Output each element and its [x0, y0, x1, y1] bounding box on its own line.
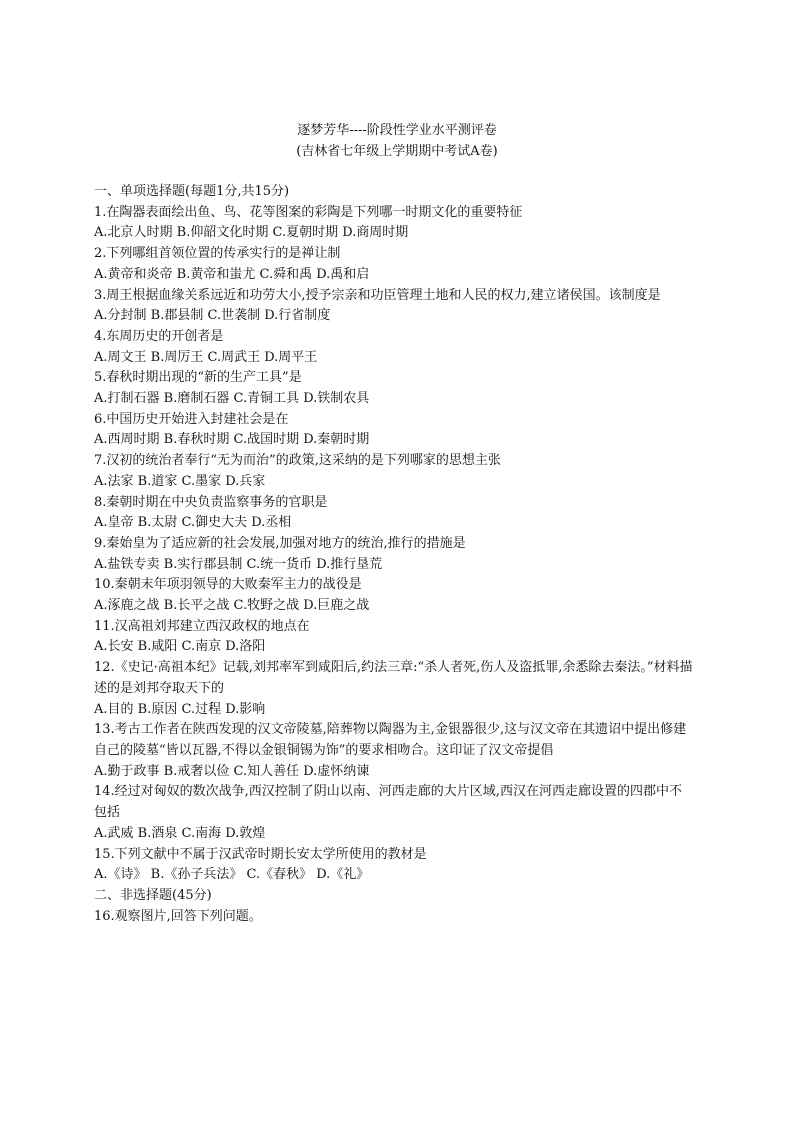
- question-text: 1.在陶器表面绘出鱼、鸟、花等图案的彩陶是下列哪一时期文化的重要特征: [94, 204, 523, 220]
- question-item: [94, 451, 694, 492]
- question-text: 13.考古工作者在陕西发现的汉文帝陵墓,陪葬物以陶器为主,金银器很少,这与汉文帝在其遗诏中提出修建自己的陵墓“皆以瓦器,不得以金银铜锡为饰”的要求相吻合。这印证了汉文帝提倡: [94, 722, 687, 758]
- question-item: [94, 410, 694, 451]
- question-item: [94, 575, 694, 616]
- question-text: 2.下列哪组首领位置的传承实行的是禅让制: [94, 246, 341, 262]
- question-text: 11.汉高祖刘邦建立西汉政权的地点在: [94, 618, 310, 634]
- question-text: 12.《史记·高祖本纪》记载,刘邦率军到咸阳后,约法三章:“杀人者死,伤人及盗抵罪,余悉除去秦法。”材料描述的是刘邦夺取天下的: [94, 660, 693, 696]
- question-options: A.长安 B.咸阳 C.南京 D.洛阳: [94, 639, 266, 655]
- question-item: [94, 493, 694, 534]
- question-item: [94, 658, 694, 720]
- question-options: A.西周时期 B.春秋时期 C.战国时期 D.秦朝时期: [94, 432, 370, 448]
- question-options: A.黄帝和炎帝 B.黄帝和蚩尤 C.舜和禹 D.禹和启: [94, 266, 370, 282]
- question-item: [94, 368, 694, 409]
- question-16: 16.观察图片,回答下列问题。: [94, 908, 262, 924]
- question-options: A.打制石器 B.磨制石器 C.青铜工具 D.铁制农具: [94, 391, 370, 407]
- question-text: 7.汉初的统治者奉行“无为而治”的政策,这采纳的是下列哪家的思想主张: [94, 453, 501, 469]
- question-text: 3.周王根据血缘关系远近和功劳大小,授予宗亲和功臣管理土地和人民的权力,建立诸侯国。该制度是: [94, 287, 661, 303]
- question-item: [94, 244, 694, 285]
- question-list: [94, 203, 694, 886]
- question-item: [94, 327, 694, 368]
- section-heading-nonchoice: 二、非选择题(45分): [94, 887, 212, 903]
- question-options: A.勤于政事 B.戒奢以俭 C.知人善任 D.虚怀纳谏: [94, 763, 370, 779]
- exam-title: 逐梦芳华----阶段性学业水平测评卷: [297, 123, 497, 138]
- question-item: [94, 203, 694, 244]
- exam-content: [94, 182, 694, 927]
- question-options: A.法家 B.道家 C.墨家 D.兵家: [94, 473, 266, 489]
- question-text: 8.秦朝时期在中央负责监察事务的官职是: [94, 494, 328, 510]
- question-text: 5.春秋时期出现的“新的生产工具”是: [94, 370, 302, 386]
- question-options: A.武威 B.酒泉 C.南海 D.敦煌: [94, 825, 266, 841]
- section-heading-choice: 一、单项选择题(每题1分,共15分): [94, 184, 290, 199]
- question-text: 9.秦始皇为了适应新的社会发展,加强对地方的统治,推行的措施是: [94, 535, 466, 551]
- question-text: 15.下列文献中不属于汉武帝时期长安太学所使用的教材是: [94, 846, 427, 862]
- question-options: A.皇帝 B.太尉 C.御史大夫 D.丞相: [94, 515, 292, 531]
- question-options: A.目的 B.原因 C.过程 D.影响: [94, 701, 266, 717]
- question-options: A.分封制 B.郡县制 C.世袭制 D.行省制度: [94, 308, 331, 324]
- question-text: 6.中国历史开始进入封建社会是在: [94, 411, 289, 427]
- question-text: 10.秦朝末年项羽领导的大败秦军主力的战役是: [94, 577, 362, 593]
- question-item: [94, 720, 694, 782]
- question-options: A.北京人时期 B.仰韶文化时期 C.夏朝时期 D.商周时期: [94, 225, 409, 241]
- question-text: 4.东周历史的开创者是: [94, 328, 224, 344]
- question-options: A.盐铁专卖 B.实行郡县制 C.统一货币 D.推行垦荒: [94, 556, 383, 572]
- question-item: [94, 286, 694, 327]
- question-options: A.涿鹿之战 B.长平之战 C.牧野之战 D.巨鹿之战: [94, 598, 370, 614]
- question-options: A.《诗》 B.《孙子兵法》 C.《春秋》 D.《礼》: [94, 867, 370, 883]
- question-item: [94, 782, 694, 844]
- question-options: A.周文王 B.周厉王 C.周武王 D.周平王: [94, 349, 318, 365]
- question-item: [94, 617, 694, 658]
- exam-header: [0, 120, 794, 162]
- question-item: [94, 845, 694, 886]
- exam-subtitle: (吉林省七年级上学期期中考试A卷): [296, 144, 498, 159]
- question-item: [94, 534, 694, 575]
- question-text: 14.经过对匈奴的数次战争,西汉控制了阴山以南、河西走廊的大片区域,西汉在河西走廊设置的四郡中不包括: [94, 784, 682, 821]
